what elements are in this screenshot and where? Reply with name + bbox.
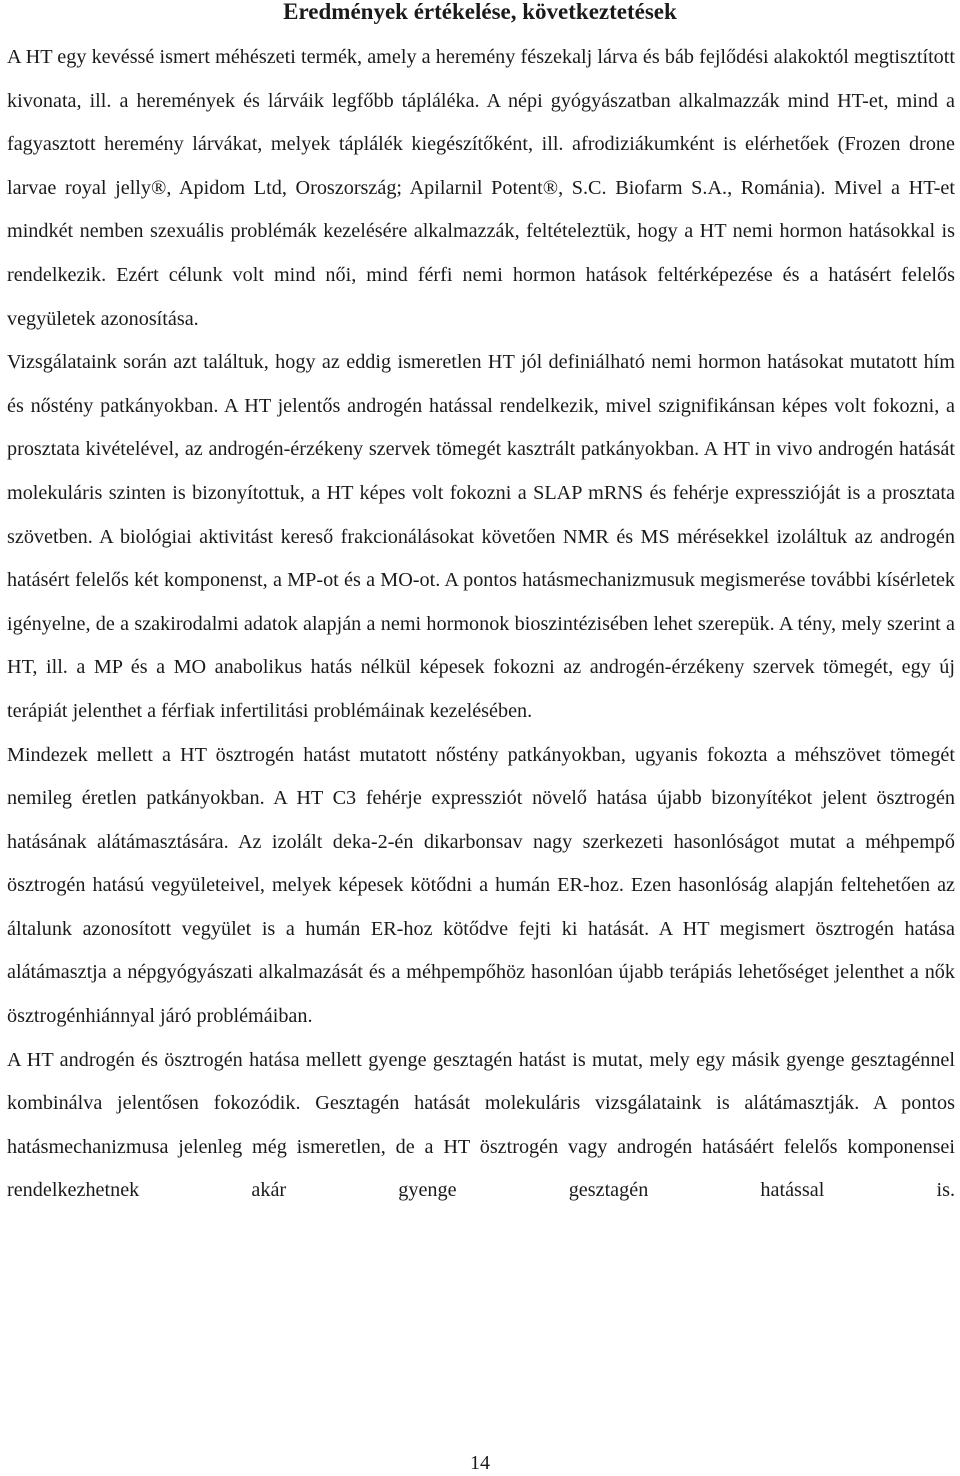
- paragraph-gestagen: A HT androgén és ösztrogén hatása mellett gyenge gesztagén hatást is mutat, mely egy másik gyenge gesztagénnel kombinálva jelentősen fokozódik. Gesztagén hatását molekuláris vizsgálataink is alátámasztják. A pontos hatásmechanizmusa jelenleg még ismeretlen, de a HT ösztrogén vagy androgén hatásáért felelős komponensei rendelkezhetnek akár gyenge gesztagén hatással is.: [7, 1048, 955, 1202]
- paragraph-intro: A HT egy kevéssé ismert méhészeti termék, amely a heremény fészekalj lárva és báb fejlődési alakoktól megtisztított kivonata, ill. a heremények és lárváik legfőbb tápláléka. A népi gyógyászatban alkalmazzák mind HT-et, mind a fagyasztott heremény lárvákat, melyek táplálék kiegészítőként, ill. afrodiziákumként is elérhetőek (Frozen drone larvae royal jelly®, Apidom Ltd, Oroszország; Apilarnil Potent®, S.C. Biofarm S.A., Románia). Mivel a HT-et mindkét nemben szexuális problémák kezelésére alkalmazzák, feltételeztük, hogy a HT nemi hormon hatásokkal is rendelkezik. Ezért célunk volt mind női, mind férfi nemi hormon hatások feltérképezése és a hatásért felelős vegyületek azonosítása.: [7, 46, 955, 330]
- section-heading: Eredmények értékelése, következtetések: [283, 0, 677, 24]
- paragraph-estrogen: Mindezek mellett a HT ösztrogén hatást mutatott nőstény patkányokban, ugyanis fokozta a méhszövet tömegét nemileg éretlen patkányokban. A HT C3 fehérje expressziót növelő hatása újabb bizonyítékot jelent ösztrogén hatásának alátámasztására. Az izolált deka-2-én dikarbonsav nagy szerkezeti hasonlóságot mutat a méhpempő ösztrogén hatású vegyületeivel, melyek képesek kötődni a humán ER-hoz. Ezen hasonlóság alapján feltehetően az általunk azonosított vegyület is a humán ER-hoz kötődve fejti ki hatását. A HT megismert ösztrogén hatása alátámasztja a népgyógyászati alkalmazását és a méhpempőhöz hasonlóan újabb terápiás lehetőséget jelenthet a nők ösztrogénhiánnyal járó problémáiban.: [7, 743, 955, 1028]
- body-text: [7, 36, 955, 1213]
- paragraph-androgen: Vizsgálataink során azt találtuk, hogy az eddig ismeretlen HT jól definiálható nemi hormon hatásokat mutatott hím és nőstény patkányokban. A HT jelentős androgén hatással rendelkezik, mivel szignifikánsan képes volt fokozni, a prosztata kivételével, az androgén-érzékeny szervek tömegét kasztrált patkányokban. A HT in vivo androgén hatását molekuláris szinten is bizonyítottuk, a HT képes volt fokozni a SLAP mRNS és fehérje expresszióját is a prosztata szövetben. A biológiai aktivitást kereső frakcionálásokat követően NMR és MS mérésekkel izoláltuk az androgén hatásért felelős két komponenst, a MP-ot és a MO-ot. A pontos hatásmechanizmusuk megismerése további kísérletek igényelne, de a szakirodalmi adatok alapján a nemi hormonok bioszintézisében lehet szerepük. A tény, mely szerint a HT, ill. a MP és a MO anabolikus hatás nélkül képesek fokozni az androgén-érzékeny szervek tömegét, egy új terápiát jelenthet a férfiak infertilitási problémáinak kezelésében.: [7, 351, 955, 722]
- page-number: 14: [470, 1452, 490, 1474]
